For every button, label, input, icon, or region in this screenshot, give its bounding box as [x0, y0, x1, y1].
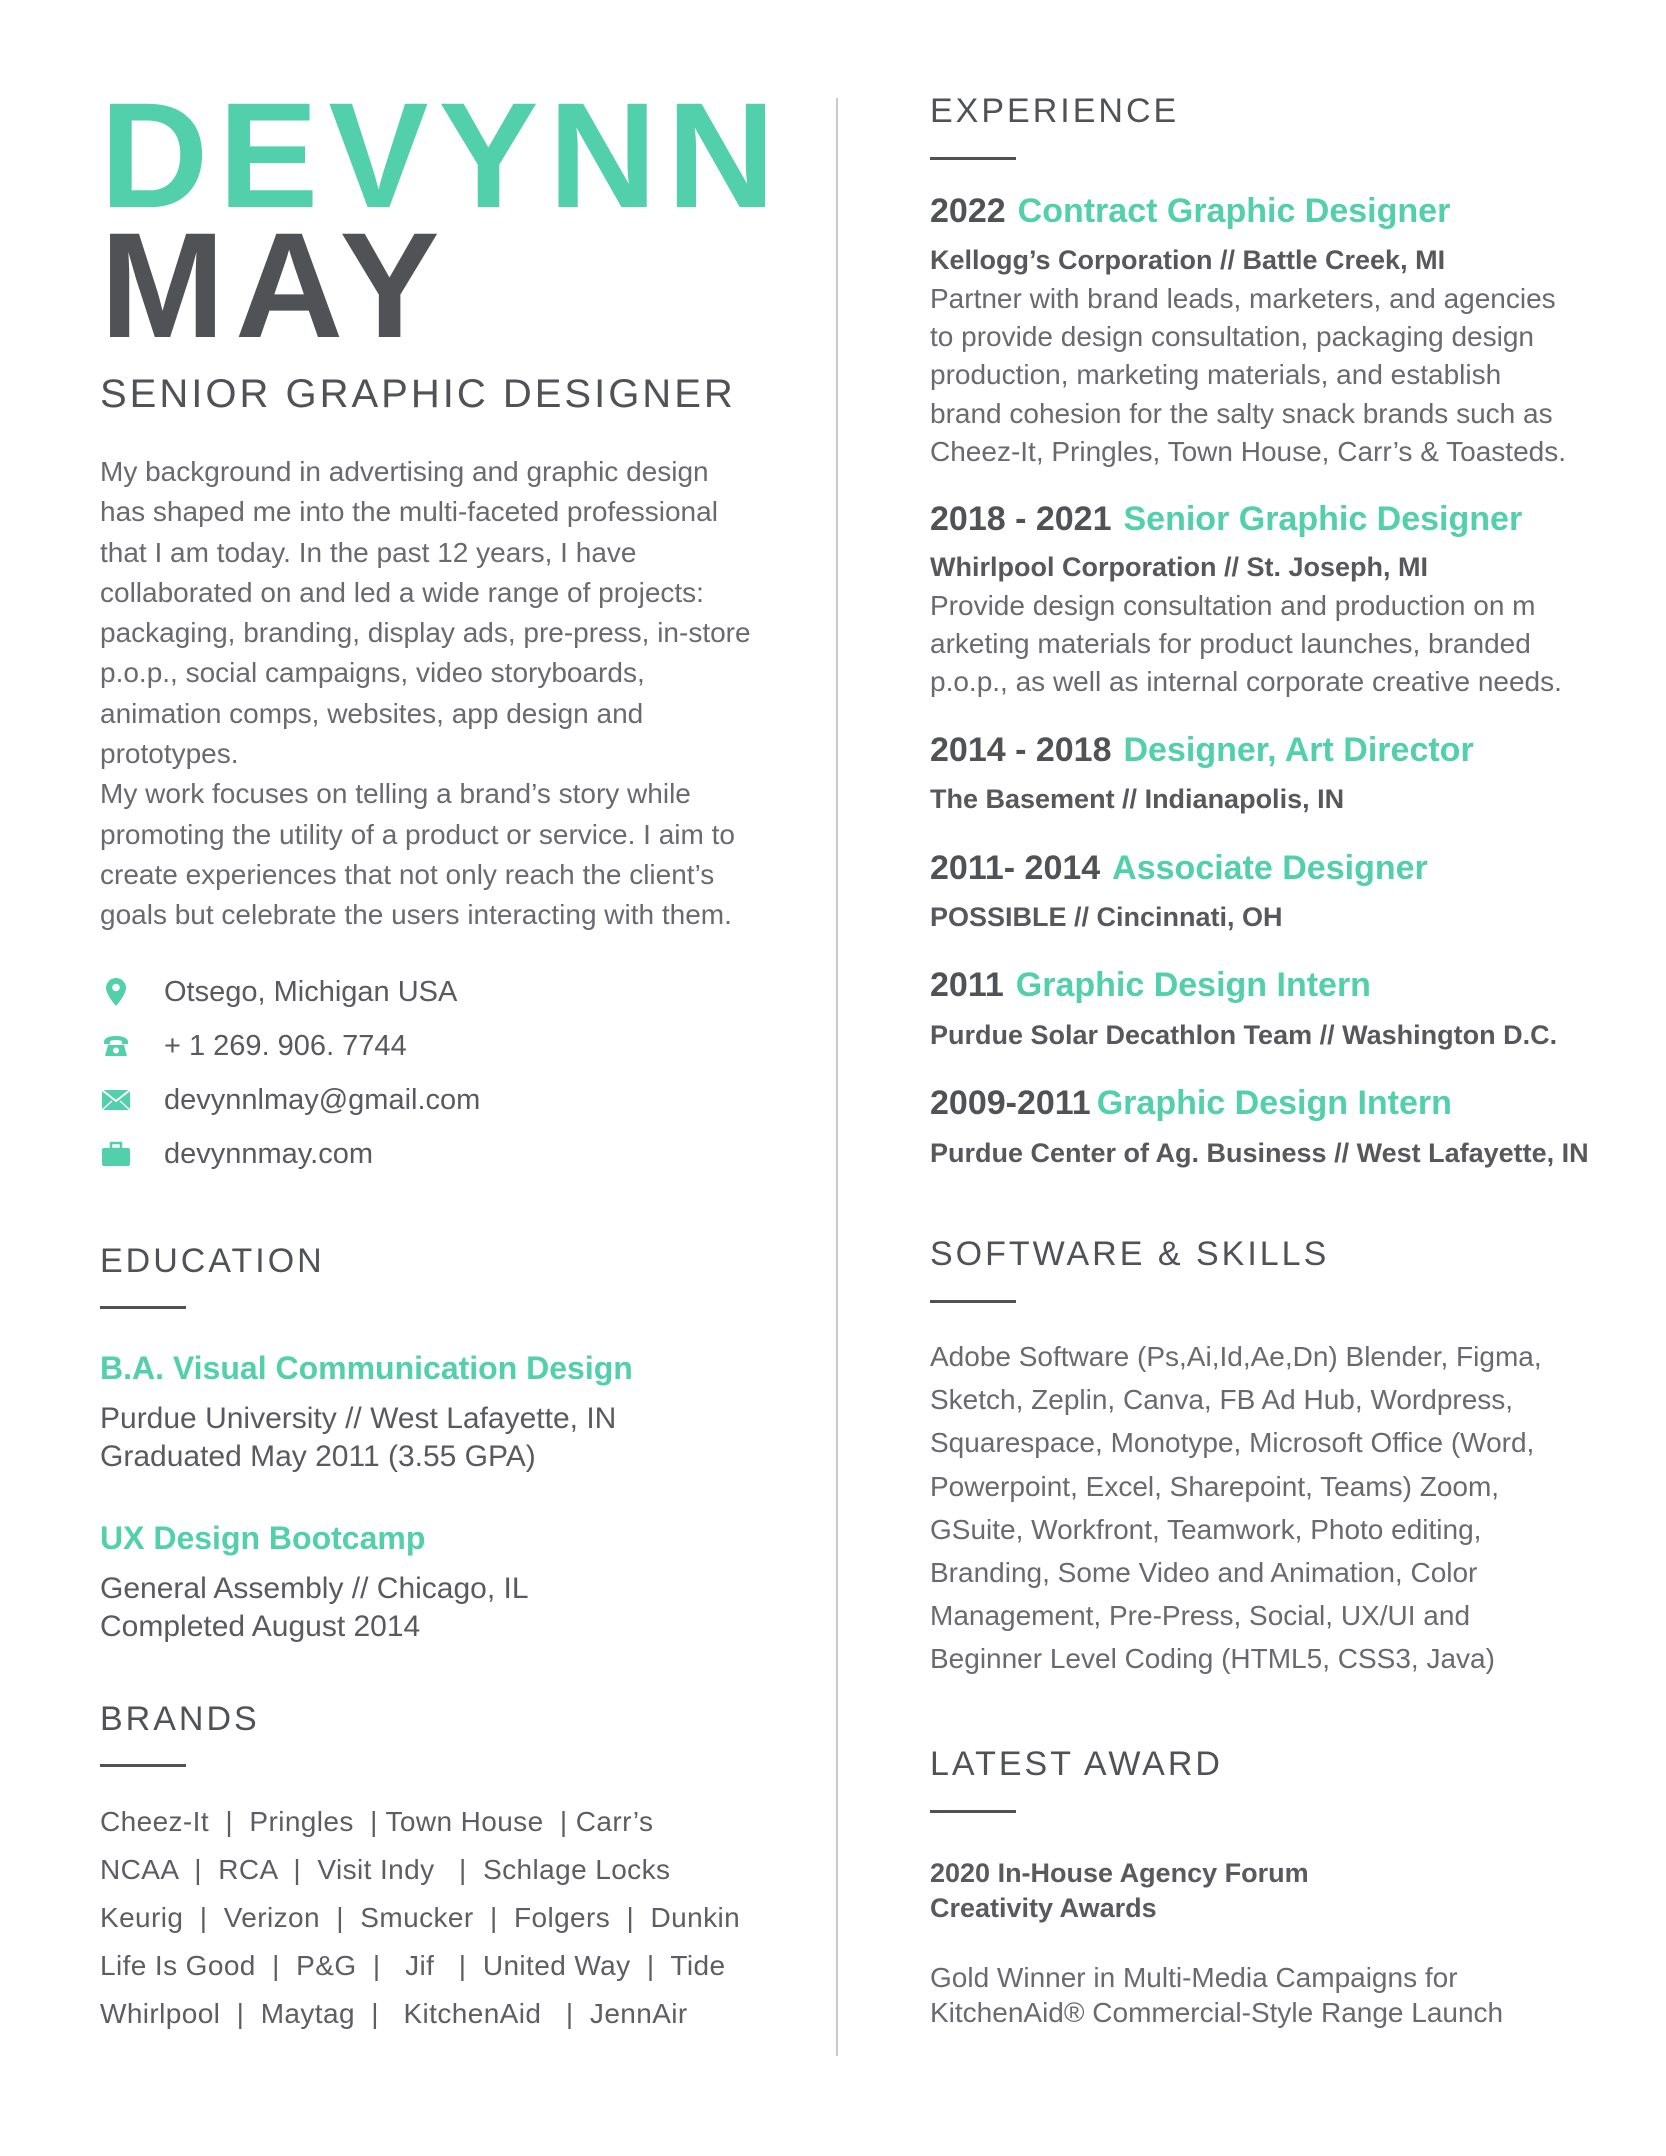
- education-school: General Assembly // Chicago, IL: [100, 1572, 529, 1605]
- skills-rule: [930, 1300, 1016, 1303]
- job-years: 2022: [930, 192, 1006, 230]
- phone-text: + 1 269. 906. 7744: [164, 1029, 407, 1062]
- website-link[interactable]: devynnmay.com: [164, 1137, 373, 1170]
- location-text: Otsego, Michigan USA: [164, 975, 458, 1008]
- award-rule: [930, 1810, 1016, 1813]
- job-company: Purdue Center of Ag. Business // West Lafayette, IN: [930, 1138, 1589, 1168]
- job-years: 2014 - 2018: [930, 731, 1112, 769]
- award-heading: LATEST AWARD: [930, 1745, 1223, 1783]
- phone-icon: [100, 1030, 132, 1062]
- job-header: [930, 192, 1450, 231]
- location-pin-icon: [100, 976, 132, 1008]
- email-link[interactable]: devynnlmay@gmail.com: [164, 1083, 481, 1116]
- contact-location: [100, 972, 457, 1012]
- brands-rule: [100, 1764, 186, 1767]
- job-years: 2009-2011: [930, 1084, 1091, 1122]
- briefcase-icon: [100, 1138, 132, 1170]
- job-years: 2011: [930, 966, 1004, 1004]
- experience-rule: [930, 157, 1016, 160]
- job-company: POSSIBLE // Cincinnati, OH: [930, 902, 1283, 932]
- brands-row: Cheez-It | Pringles | Town House | Carr’s: [100, 1806, 654, 1837]
- job-company: Whirlpool Corporation // St. Joseph, MI: [930, 552, 1428, 582]
- experience-heading: EXPERIENCE: [930, 92, 1180, 130]
- education-heading: EDUCATION: [100, 1242, 325, 1280]
- summary-paragraph: My work focuses on telling a brand’s story while promoting the utility of a product or service. I aim to create experiences that not only reach the client’s goals but celebrate the users interacting with them.: [100, 778, 735, 931]
- job-header: [930, 966, 1371, 1005]
- job-header: [930, 849, 1428, 888]
- job-title: SENIOR GRAPHIC DESIGNER: [100, 372, 736, 416]
- job-role: Senior Graphic Designer: [1123, 500, 1523, 538]
- award-name: Creativity Awards: [930, 1893, 1157, 1923]
- education-degree: UX Design Bootcamp: [100, 1520, 426, 1556]
- job-company: Kellogg’s Corporation // Battle Creek, MI: [930, 245, 1446, 275]
- award-name: 2020 In-House Agency Forum: [930, 1858, 1309, 1888]
- job-years: 2018 - 2021: [930, 500, 1112, 538]
- summary: [100, 452, 760, 936]
- brands-heading: BRANDS: [100, 1700, 260, 1738]
- job-header: [930, 731, 1474, 770]
- mail-icon: [100, 1084, 132, 1116]
- award-description: Gold Winner in Multi-Media Campaigns for: [930, 1962, 1458, 1993]
- job-description: Provide design consultation and production on m arketing materials for product launches, branded p.o.p., as well as internal corporate creative needs.: [930, 590, 1562, 698]
- job-role: Graphic Design Intern: [1015, 966, 1371, 1004]
- brands-row: Whirlpool | Maytag | KitchenAid | JennAir: [100, 1998, 688, 2029]
- job-years: 2011- 2014: [930, 849, 1101, 887]
- education-graduation: Completed August 2014: [100, 1610, 421, 1643]
- job-company: Purdue Solar Decathlon Team // Washington D.C.: [930, 1020, 1558, 1050]
- job-role: Designer, Art Director: [1123, 731, 1474, 769]
- last-name: MAY: [100, 201, 450, 369]
- first-name: DEVYNN: [100, 71, 786, 239]
- job-description: Partner with brand leads, marketers, and agencies to provide design consultation, packaging design production, marketing materials, and establish brand cohesion for the salty snack brands such as Cheez-It, Pringles, Town House, Carr’s & Toasteds.: [930, 283, 1567, 467]
- education-rule: [100, 1306, 186, 1309]
- contact-email: [100, 1080, 480, 1120]
- education-school: Purdue University // West Lafayette, IN: [100, 1402, 617, 1435]
- job-role: Contract Graphic Designer: [1017, 192, 1451, 230]
- award-description: KitchenAid® Commercial-Style Range Launch: [930, 1997, 1504, 2028]
- summary-paragraph: My background in advertising and graphic design has shaped me into the multi-faceted professional that I am today. In the past 12 years, I have collaborated on and led a wide range of projects: packaging, branding, display ads, pre-press, in-store p.o.p., social campaigns, video storyboards, animation comps, websites, app design and prototypes.: [100, 456, 751, 770]
- education-degree: B.A. Visual Communication Design: [100, 1350, 633, 1386]
- skills-text: Adobe Software (Ps,Ai,Id,Ae,Dn) Blender, Figma, Sketch, Zeplin, Canva, FB Ad Hub, Wordpress, Squarespace, Monotype, Microsoft Office (Word, Powerpoint, Excel, Sharepoint, Teams) Zoom, GSuite, Workfront, Teamwork, Photo editing, Branding, Some Video and Animation, Color Management, Pre-Press, Social, UX/UI and Beginner Level Coding (HTML5, CSS3, Java): [930, 1341, 1542, 1675]
- job-role: Associate Designer: [1112, 849, 1428, 887]
- job-role: Graphic Design Intern: [1096, 1084, 1452, 1122]
- contact-website: [100, 1134, 373, 1174]
- job-header: [930, 1084, 1452, 1123]
- brands-row: Keurig | Verizon | Smucker | Folgers | Dunkin: [100, 1902, 741, 1933]
- education-graduation: Graduated May 2011 (3.55 GPA): [100, 1440, 536, 1473]
- job-header: [930, 500, 1522, 539]
- column-divider: [836, 98, 838, 2056]
- skills-heading: SOFTWARE & SKILLS: [930, 1235, 1330, 1273]
- job-company: The Basement // Indianapolis, IN: [930, 784, 1345, 814]
- brands-row: NCAA | RCA | Visit Indy | Schlage Locks: [100, 1854, 671, 1885]
- contact-phone: [100, 1026, 407, 1066]
- brands-row: Life Is Good | P&G | Jif | United Way | Tide: [100, 1950, 726, 1981]
